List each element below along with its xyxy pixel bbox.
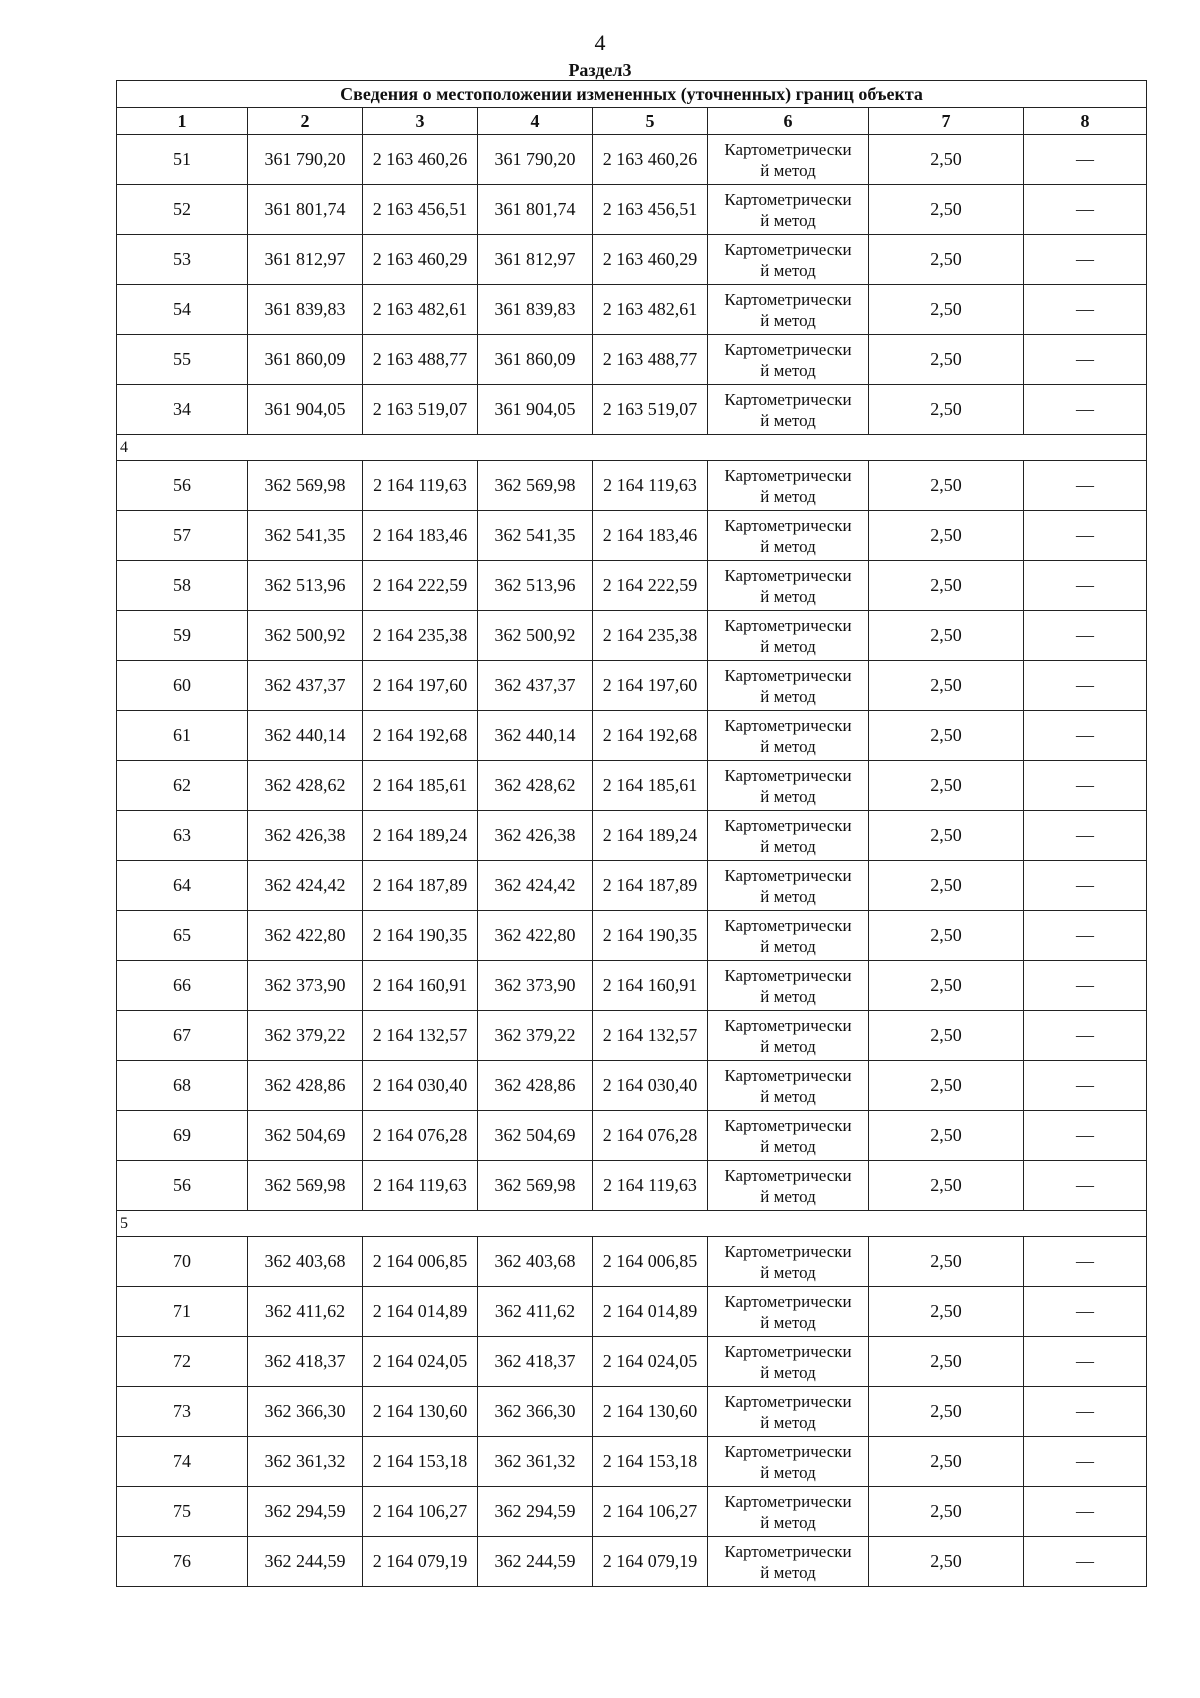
new-y-cell: 2 164 235,38 xyxy=(593,611,708,661)
old-y-cell: 2 164 024,05 xyxy=(363,1337,478,1387)
contour-label: 4 xyxy=(117,435,1147,461)
table-row xyxy=(117,1111,1147,1161)
method-cell: Картометрически й метод xyxy=(708,1111,869,1161)
new-y-cell: 2 164 030,40 xyxy=(593,1061,708,1111)
old-y-cell: 2 164 160,91 xyxy=(363,961,478,1011)
new-x-cell: 361 839,83 xyxy=(478,285,593,335)
accuracy-cell: 2,50 xyxy=(869,285,1024,335)
method-cell: Картометрически й метод xyxy=(708,335,869,385)
accuracy-cell: 2,50 xyxy=(869,335,1024,385)
old-x-cell: 362 440,14 xyxy=(248,711,363,761)
old-y-cell: 2 163 488,77 xyxy=(363,335,478,385)
old-x-cell: 362 373,90 xyxy=(248,961,363,1011)
point-number-cell: 60 xyxy=(117,661,248,711)
old-x-cell: 362 424,42 xyxy=(248,861,363,911)
column-number: 2 xyxy=(248,108,363,135)
point-number-cell: 53 xyxy=(117,235,248,285)
old-x-cell: 362 426,38 xyxy=(248,811,363,861)
method-cell: Картометрически й метод xyxy=(708,1337,869,1387)
description-cell: — xyxy=(1024,385,1147,435)
new-y-cell: 2 163 482,61 xyxy=(593,285,708,335)
boundary-coordinates-table xyxy=(116,80,1147,1587)
old-y-cell: 2 164 119,63 xyxy=(363,1161,478,1211)
point-number-cell: 55 xyxy=(117,335,248,385)
old-x-cell: 362 418,37 xyxy=(248,1337,363,1387)
old-y-cell: 2 164 006,85 xyxy=(363,1237,478,1287)
new-y-cell: 2 164 006,85 xyxy=(593,1237,708,1287)
accuracy-cell: 2,50 xyxy=(869,461,1024,511)
column-number: 8 xyxy=(1024,108,1147,135)
new-y-cell: 2 164 132,57 xyxy=(593,1011,708,1061)
point-number-cell: 70 xyxy=(117,1237,248,1287)
new-x-cell: 362 294,59 xyxy=(478,1487,593,1537)
method-cell: Картометрически й метод xyxy=(708,385,869,435)
description-cell: — xyxy=(1024,1061,1147,1111)
old-x-cell: 362 411,62 xyxy=(248,1287,363,1337)
old-y-cell: 2 163 460,26 xyxy=(363,135,478,185)
new-y-cell: 2 163 519,07 xyxy=(593,385,708,435)
new-y-cell: 2 163 460,26 xyxy=(593,135,708,185)
table-row xyxy=(117,235,1147,285)
new-y-cell: 2 164 187,89 xyxy=(593,861,708,911)
point-number-cell: 62 xyxy=(117,761,248,811)
new-x-cell: 361 790,20 xyxy=(478,135,593,185)
old-y-cell: 2 164 119,63 xyxy=(363,461,478,511)
point-number-cell: 73 xyxy=(117,1387,248,1437)
section-title: Раздел3 xyxy=(568,60,632,80)
point-number-cell: 68 xyxy=(117,1061,248,1111)
description-cell: — xyxy=(1024,1161,1147,1211)
description-cell: — xyxy=(1024,461,1147,511)
accuracy-cell: 2,50 xyxy=(869,811,1024,861)
point-number-cell: 58 xyxy=(117,561,248,611)
description-cell: — xyxy=(1024,911,1147,961)
table-row xyxy=(117,961,1147,1011)
method-cell: Картометрически й метод xyxy=(708,285,869,335)
method-cell: Картометрически й метод xyxy=(708,811,869,861)
point-number-cell: 63 xyxy=(117,811,248,861)
table-row xyxy=(117,385,1147,435)
old-y-cell: 2 164 079,19 xyxy=(363,1537,478,1587)
new-y-cell: 2 164 192,68 xyxy=(593,711,708,761)
description-cell: — xyxy=(1024,1487,1147,1537)
point-number-cell: 64 xyxy=(117,861,248,911)
description-cell: — xyxy=(1024,1011,1147,1061)
method-cell: Картометрически й метод xyxy=(708,561,869,611)
new-x-cell: 362 379,22 xyxy=(478,1011,593,1061)
accuracy-cell: 2,50 xyxy=(869,135,1024,185)
point-number-cell: 59 xyxy=(117,611,248,661)
contour-label: 5 xyxy=(117,1211,1147,1237)
old-y-cell: 2 163 482,61 xyxy=(363,285,478,335)
description-cell: — xyxy=(1024,811,1147,861)
accuracy-cell: 2,50 xyxy=(869,1011,1024,1061)
point-number-cell: 61 xyxy=(117,711,248,761)
point-number-cell: 34 xyxy=(117,385,248,435)
table-row xyxy=(117,1061,1147,1111)
point-number-cell: 72 xyxy=(117,1337,248,1387)
new-y-cell: 2 164 130,60 xyxy=(593,1387,708,1437)
contour-row xyxy=(117,435,1147,461)
accuracy-cell: 2,50 xyxy=(869,385,1024,435)
point-number-cell: 75 xyxy=(117,1487,248,1537)
method-cell: Картометрически й метод xyxy=(708,511,869,561)
method-cell: Картометрически й метод xyxy=(708,861,869,911)
old-y-cell: 2 163 460,29 xyxy=(363,235,478,285)
old-x-cell: 361 790,20 xyxy=(248,135,363,185)
accuracy-cell: 2,50 xyxy=(869,185,1024,235)
method-cell: Картометрически й метод xyxy=(708,1061,869,1111)
table-row xyxy=(117,1437,1147,1487)
table-row xyxy=(117,461,1147,511)
point-number-cell: 67 xyxy=(117,1011,248,1061)
accuracy-cell: 2,50 xyxy=(869,1387,1024,1437)
old-y-cell: 2 164 130,60 xyxy=(363,1387,478,1437)
new-y-cell: 2 164 185,61 xyxy=(593,761,708,811)
method-cell: Картометрически й метод xyxy=(708,1537,869,1587)
table-row xyxy=(117,811,1147,861)
new-x-cell: 361 860,09 xyxy=(478,335,593,385)
table-row xyxy=(117,611,1147,661)
method-cell: Картометрически й метод xyxy=(708,461,869,511)
accuracy-cell: 2,50 xyxy=(869,1161,1024,1211)
accuracy-cell: 2,50 xyxy=(869,1237,1024,1287)
new-x-cell: 362 373,90 xyxy=(478,961,593,1011)
old-y-cell: 2 164 153,18 xyxy=(363,1437,478,1487)
table-row xyxy=(117,1487,1147,1537)
column-number: 4 xyxy=(478,108,593,135)
description-cell: — xyxy=(1024,1387,1147,1437)
old-x-cell: 362 428,86 xyxy=(248,1061,363,1111)
point-number-cell: 56 xyxy=(117,461,248,511)
old-x-cell: 361 904,05 xyxy=(248,385,363,435)
new-x-cell: 362 422,80 xyxy=(478,911,593,961)
method-cell: Картометрически й метод xyxy=(708,1487,869,1537)
table-row xyxy=(117,1161,1147,1211)
column-number: 6 xyxy=(708,108,869,135)
accuracy-cell: 2,50 xyxy=(869,861,1024,911)
new-y-cell: 2 164 119,63 xyxy=(593,461,708,511)
old-y-cell: 2 164 014,89 xyxy=(363,1287,478,1337)
new-y-cell: 2 163 456,51 xyxy=(593,185,708,235)
accuracy-cell: 2,50 xyxy=(869,1111,1024,1161)
accuracy-cell: 2,50 xyxy=(869,1487,1024,1537)
column-number: 7 xyxy=(869,108,1024,135)
description-cell: — xyxy=(1024,861,1147,911)
table-row xyxy=(117,1011,1147,1061)
table-row xyxy=(117,1537,1147,1587)
new-y-cell: 2 164 183,46 xyxy=(593,511,708,561)
table-row xyxy=(117,911,1147,961)
contour-row xyxy=(117,1211,1147,1237)
accuracy-cell: 2,50 xyxy=(869,1337,1024,1387)
point-number-cell: 51 xyxy=(117,135,248,185)
point-number-cell: 65 xyxy=(117,911,248,961)
description-cell: — xyxy=(1024,135,1147,185)
method-cell: Картометрически й метод xyxy=(708,661,869,711)
table-row xyxy=(117,711,1147,761)
description-cell: — xyxy=(1024,961,1147,1011)
new-y-cell: 2 164 014,89 xyxy=(593,1287,708,1337)
old-y-cell: 2 164 030,40 xyxy=(363,1061,478,1111)
description-cell: — xyxy=(1024,235,1147,285)
description-cell: — xyxy=(1024,285,1147,335)
description-cell: — xyxy=(1024,611,1147,661)
point-number-cell: 52 xyxy=(117,185,248,235)
accuracy-cell: 2,50 xyxy=(869,661,1024,711)
old-x-cell: 362 569,98 xyxy=(248,1161,363,1211)
point-number-cell: 69 xyxy=(117,1111,248,1161)
table-row xyxy=(117,1287,1147,1337)
method-cell: Картометрически й метод xyxy=(708,185,869,235)
old-y-cell: 2 164 197,60 xyxy=(363,661,478,711)
old-y-cell: 2 164 106,27 xyxy=(363,1487,478,1537)
column-number: 1 xyxy=(117,108,248,135)
accuracy-cell: 2,50 xyxy=(869,1287,1024,1337)
point-number-cell: 66 xyxy=(117,961,248,1011)
point-number-cell: 74 xyxy=(117,1437,248,1487)
table-row xyxy=(117,1387,1147,1437)
table-row xyxy=(117,1237,1147,1287)
accuracy-cell: 2,50 xyxy=(869,611,1024,661)
table-row xyxy=(117,185,1147,235)
table-row xyxy=(117,661,1147,711)
accuracy-cell: 2,50 xyxy=(869,511,1024,561)
description-cell: — xyxy=(1024,511,1147,561)
accuracy-cell: 2,50 xyxy=(869,961,1024,1011)
accuracy-cell: 2,50 xyxy=(869,711,1024,761)
old-x-cell: 362 569,98 xyxy=(248,461,363,511)
new-x-cell: 362 428,62 xyxy=(478,761,593,811)
table-row xyxy=(117,135,1147,185)
description-cell: — xyxy=(1024,1237,1147,1287)
table-row xyxy=(117,861,1147,911)
old-x-cell: 362 366,30 xyxy=(248,1387,363,1437)
new-x-cell: 362 428,86 xyxy=(478,1061,593,1111)
old-x-cell: 362 500,92 xyxy=(248,611,363,661)
new-x-cell: 361 801,74 xyxy=(478,185,593,235)
method-cell: Картометрически й метод xyxy=(708,961,869,1011)
new-x-cell: 361 904,05 xyxy=(478,385,593,435)
new-y-cell: 2 164 106,27 xyxy=(593,1487,708,1537)
description-cell: — xyxy=(1024,185,1147,235)
old-x-cell: 362 513,96 xyxy=(248,561,363,611)
page-number: 4 xyxy=(594,30,606,55)
old-y-cell: 2 164 192,68 xyxy=(363,711,478,761)
new-x-cell: 362 361,32 xyxy=(478,1437,593,1487)
new-y-cell: 2 164 222,59 xyxy=(593,561,708,611)
accuracy-cell: 2,50 xyxy=(869,761,1024,811)
new-y-cell: 2 164 197,60 xyxy=(593,661,708,711)
new-x-cell: 362 440,14 xyxy=(478,711,593,761)
old-x-cell: 362 379,22 xyxy=(248,1011,363,1061)
method-cell: Картометрически й метод xyxy=(708,1161,869,1211)
new-x-cell: 362 513,96 xyxy=(478,561,593,611)
method-cell: Картометрически й метод xyxy=(708,1437,869,1487)
old-y-cell: 2 164 185,61 xyxy=(363,761,478,811)
new-y-cell: 2 164 079,19 xyxy=(593,1537,708,1587)
point-number-cell: 57 xyxy=(117,511,248,561)
accuracy-cell: 2,50 xyxy=(869,1537,1024,1587)
accuracy-cell: 2,50 xyxy=(869,911,1024,961)
new-y-cell: 2 163 460,29 xyxy=(593,235,708,285)
table-row xyxy=(117,285,1147,335)
old-x-cell: 362 361,32 xyxy=(248,1437,363,1487)
old-y-cell: 2 164 076,28 xyxy=(363,1111,478,1161)
description-cell: — xyxy=(1024,661,1147,711)
accuracy-cell: 2,50 xyxy=(869,1437,1024,1487)
point-number-cell: 76 xyxy=(117,1537,248,1587)
old-y-cell: 2 164 222,59 xyxy=(363,561,478,611)
old-y-cell: 2 164 132,57 xyxy=(363,1011,478,1061)
method-cell: Картометрически й метод xyxy=(708,711,869,761)
table-body xyxy=(117,135,1147,1587)
new-x-cell: 362 244,59 xyxy=(478,1537,593,1587)
old-x-cell: 362 244,59 xyxy=(248,1537,363,1587)
description-cell: — xyxy=(1024,1437,1147,1487)
new-x-cell: 361 812,97 xyxy=(478,235,593,285)
method-cell: Картометрически й метод xyxy=(708,1237,869,1287)
old-x-cell: 362 504,69 xyxy=(248,1111,363,1161)
new-y-cell: 2 164 119,63 xyxy=(593,1161,708,1211)
new-x-cell: 362 541,35 xyxy=(478,511,593,561)
description-cell: — xyxy=(1024,1111,1147,1161)
old-y-cell: 2 164 187,89 xyxy=(363,861,478,911)
description-cell: — xyxy=(1024,335,1147,385)
method-cell: Картометрически й метод xyxy=(708,135,869,185)
new-x-cell: 362 411,62 xyxy=(478,1287,593,1337)
point-number-cell: 56 xyxy=(117,1161,248,1211)
new-x-cell: 362 424,42 xyxy=(478,861,593,911)
old-y-cell: 2 163 456,51 xyxy=(363,185,478,235)
old-x-cell: 361 801,74 xyxy=(248,185,363,235)
old-y-cell: 2 163 519,07 xyxy=(363,385,478,435)
new-y-cell: 2 164 153,18 xyxy=(593,1437,708,1487)
method-cell: Картометрически й метод xyxy=(708,911,869,961)
method-cell: Картометрически й метод xyxy=(708,1287,869,1337)
description-cell: — xyxy=(1024,761,1147,811)
accuracy-cell: 2,50 xyxy=(869,1061,1024,1111)
new-x-cell: 362 366,30 xyxy=(478,1387,593,1437)
old-y-cell: 2 164 183,46 xyxy=(363,511,478,561)
new-x-cell: 362 500,92 xyxy=(478,611,593,661)
old-x-cell: 362 541,35 xyxy=(248,511,363,561)
new-y-cell: 2 164 160,91 xyxy=(593,961,708,1011)
accuracy-cell: 2,50 xyxy=(869,235,1024,285)
old-x-cell: 362 403,68 xyxy=(248,1237,363,1287)
old-x-cell: 362 428,62 xyxy=(248,761,363,811)
table-row xyxy=(117,561,1147,611)
method-cell: Картометрически й метод xyxy=(708,611,869,661)
table-row xyxy=(117,511,1147,561)
old-x-cell: 361 860,09 xyxy=(248,335,363,385)
old-x-cell: 362 422,80 xyxy=(248,911,363,961)
accuracy-cell: 2,50 xyxy=(869,561,1024,611)
new-y-cell: 2 164 190,35 xyxy=(593,911,708,961)
new-y-cell: 2 164 024,05 xyxy=(593,1337,708,1387)
column-number: 3 xyxy=(363,108,478,135)
method-cell: Картометрически й метод xyxy=(708,1011,869,1061)
description-cell: — xyxy=(1024,1287,1147,1337)
new-x-cell: 362 426,38 xyxy=(478,811,593,861)
new-x-cell: 362 569,98 xyxy=(478,461,593,511)
point-number-cell: 54 xyxy=(117,285,248,335)
new-y-cell: 2 164 076,28 xyxy=(593,1111,708,1161)
old-y-cell: 2 164 190,35 xyxy=(363,911,478,961)
method-cell: Картометрически й метод xyxy=(708,235,869,285)
description-cell: — xyxy=(1024,711,1147,761)
table-row xyxy=(117,1337,1147,1387)
new-x-cell: 362 437,37 xyxy=(478,661,593,711)
new-x-cell: 362 418,37 xyxy=(478,1337,593,1387)
new-x-cell: 362 569,98 xyxy=(478,1161,593,1211)
description-cell: — xyxy=(1024,1337,1147,1387)
new-y-cell: 2 163 488,77 xyxy=(593,335,708,385)
old-x-cell: 362 437,37 xyxy=(248,661,363,711)
new-x-cell: 362 504,69 xyxy=(478,1111,593,1161)
method-cell: Картометрически й метод xyxy=(708,761,869,811)
new-x-cell: 362 403,68 xyxy=(478,1237,593,1287)
description-cell: — xyxy=(1024,561,1147,611)
table-row xyxy=(117,761,1147,811)
old-x-cell: 361 839,83 xyxy=(248,285,363,335)
old-x-cell: 361 812,97 xyxy=(248,235,363,285)
old-y-cell: 2 164 235,38 xyxy=(363,611,478,661)
old-y-cell: 2 164 189,24 xyxy=(363,811,478,861)
table-caption: Сведения о местоположении измененных (уточненных) границ объекта xyxy=(117,81,1147,108)
old-x-cell: 362 294,59 xyxy=(248,1487,363,1537)
table-row xyxy=(117,335,1147,385)
description-cell: — xyxy=(1024,1537,1147,1587)
method-cell: Картометрически й метод xyxy=(708,1387,869,1437)
column-number: 5 xyxy=(593,108,708,135)
point-number-cell: 71 xyxy=(117,1287,248,1337)
new-y-cell: 2 164 189,24 xyxy=(593,811,708,861)
